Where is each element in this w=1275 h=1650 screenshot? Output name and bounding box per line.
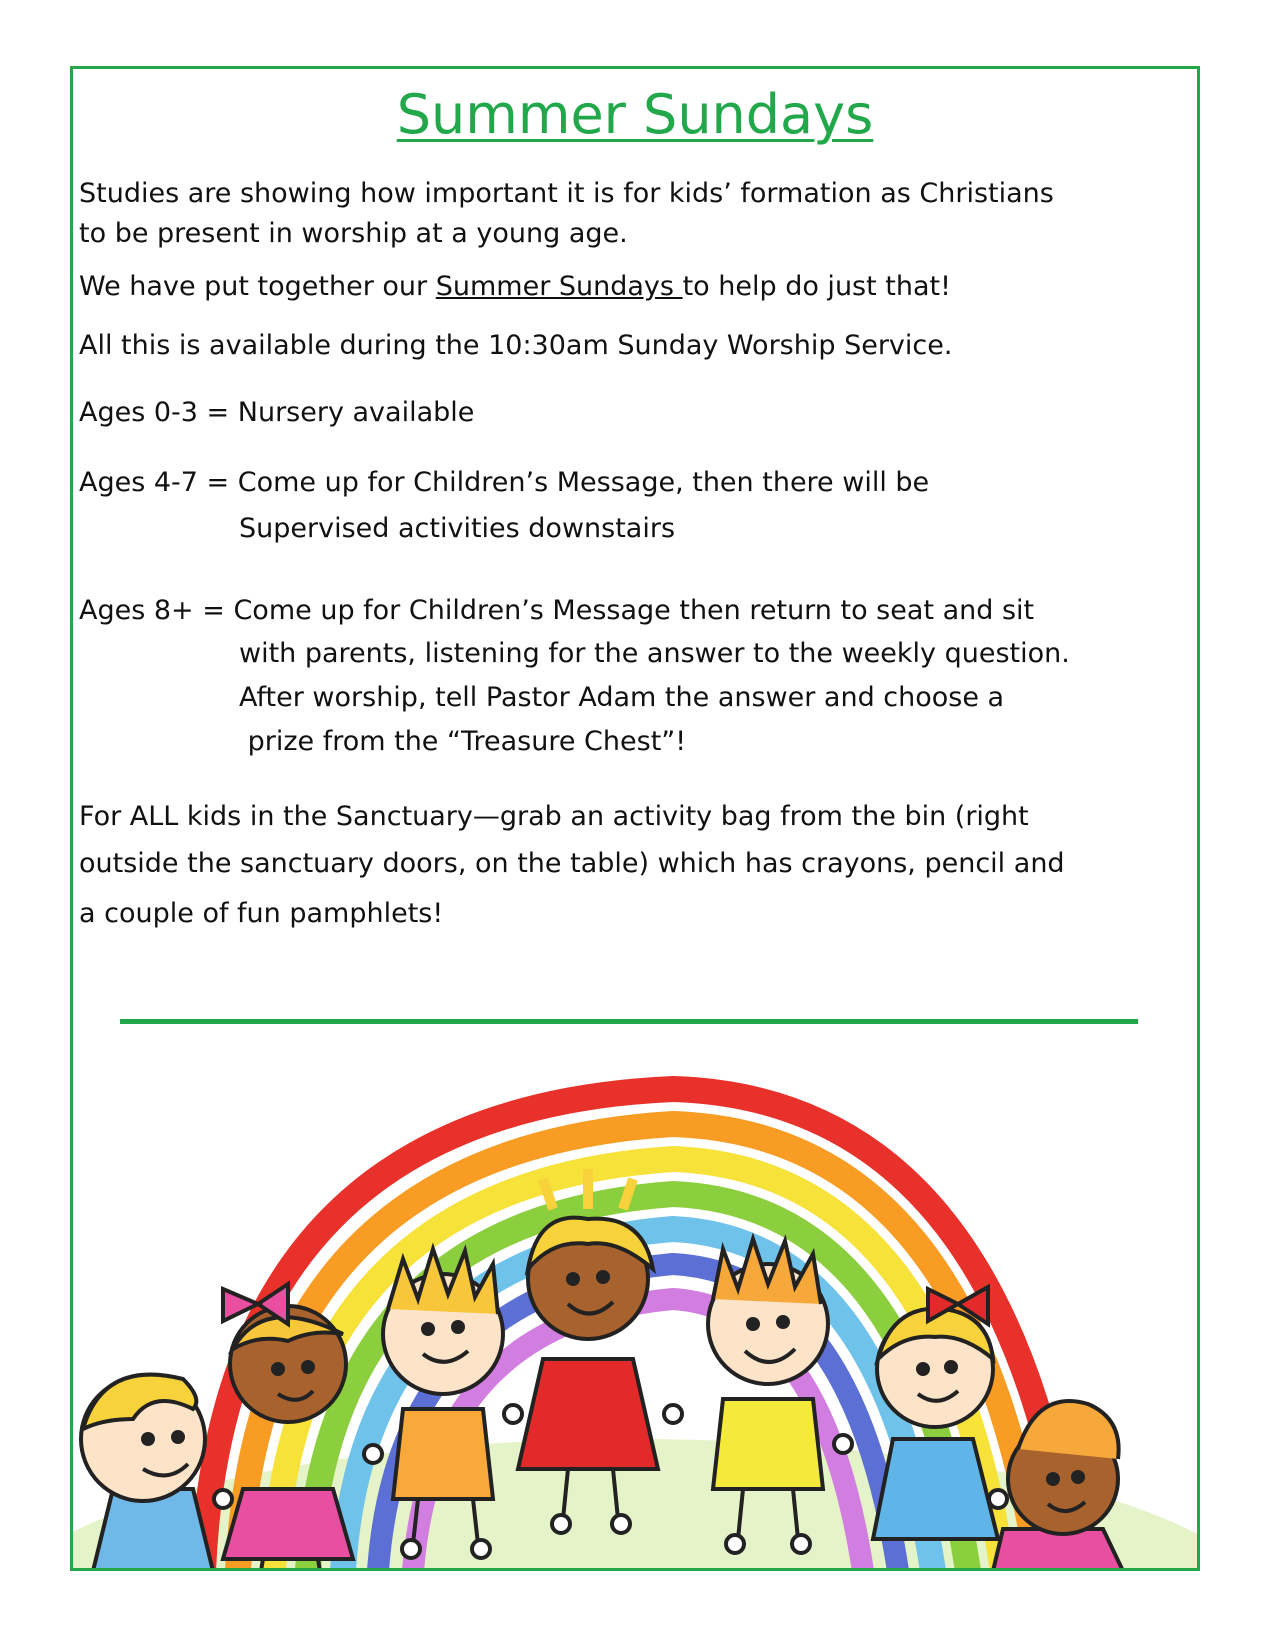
ages-4-7-line-2: Supervised activities downstairs [239,513,676,544]
ages-4-7-line-1: Ages 4-7 = Come up for Children’s Message, then there will be [79,467,930,498]
ages-8-line-1: Ages 8+ = Come up for Children’s Message then return to seat and sit [79,595,1035,626]
rainbow-children-illustration [73,1059,1197,1571]
flyer-title: Summer Sundays [396,83,874,146]
child-1-icon [81,1375,213,1571]
availability-line: All this is available during the 10:30am Sunday Worship Service. [79,330,953,361]
ages-0-3-line: Ages 0-3 = Nursery available [79,397,475,428]
purpose-after: to help do just that! [682,271,951,302]
intro-line-1: Studies are showing how important it is for kids’ formation as Christians [79,178,1054,209]
summer-sundays-underlined: Summer Sundays [435,271,683,302]
purpose-line [79,272,951,302]
intro-line-2: to be present in worship at a young age. [79,218,628,249]
flyer-frame [70,66,1200,1571]
purpose-before: We have put together our [79,271,436,302]
all-kids-line-1: For ALL kids in the Sanctuary—grab an activity bag from the bin (right [79,801,1029,832]
ages-8-line-4: prize from the “Treasure Chest”! [239,726,687,757]
all-kids-line-3: a couple of fun pamphlets! [79,898,444,929]
all-kids-line-2: outside the sanctuary doors, on the table) which has crayons, pencil and [79,848,1065,879]
ages-8-line-2: with parents, listening for the answer to the weekly question. [239,638,1070,669]
ages-8-line-3: After worship, tell Pastor Adam the answer and choose a [239,682,1005,713]
green-divider [120,1019,1138,1024]
